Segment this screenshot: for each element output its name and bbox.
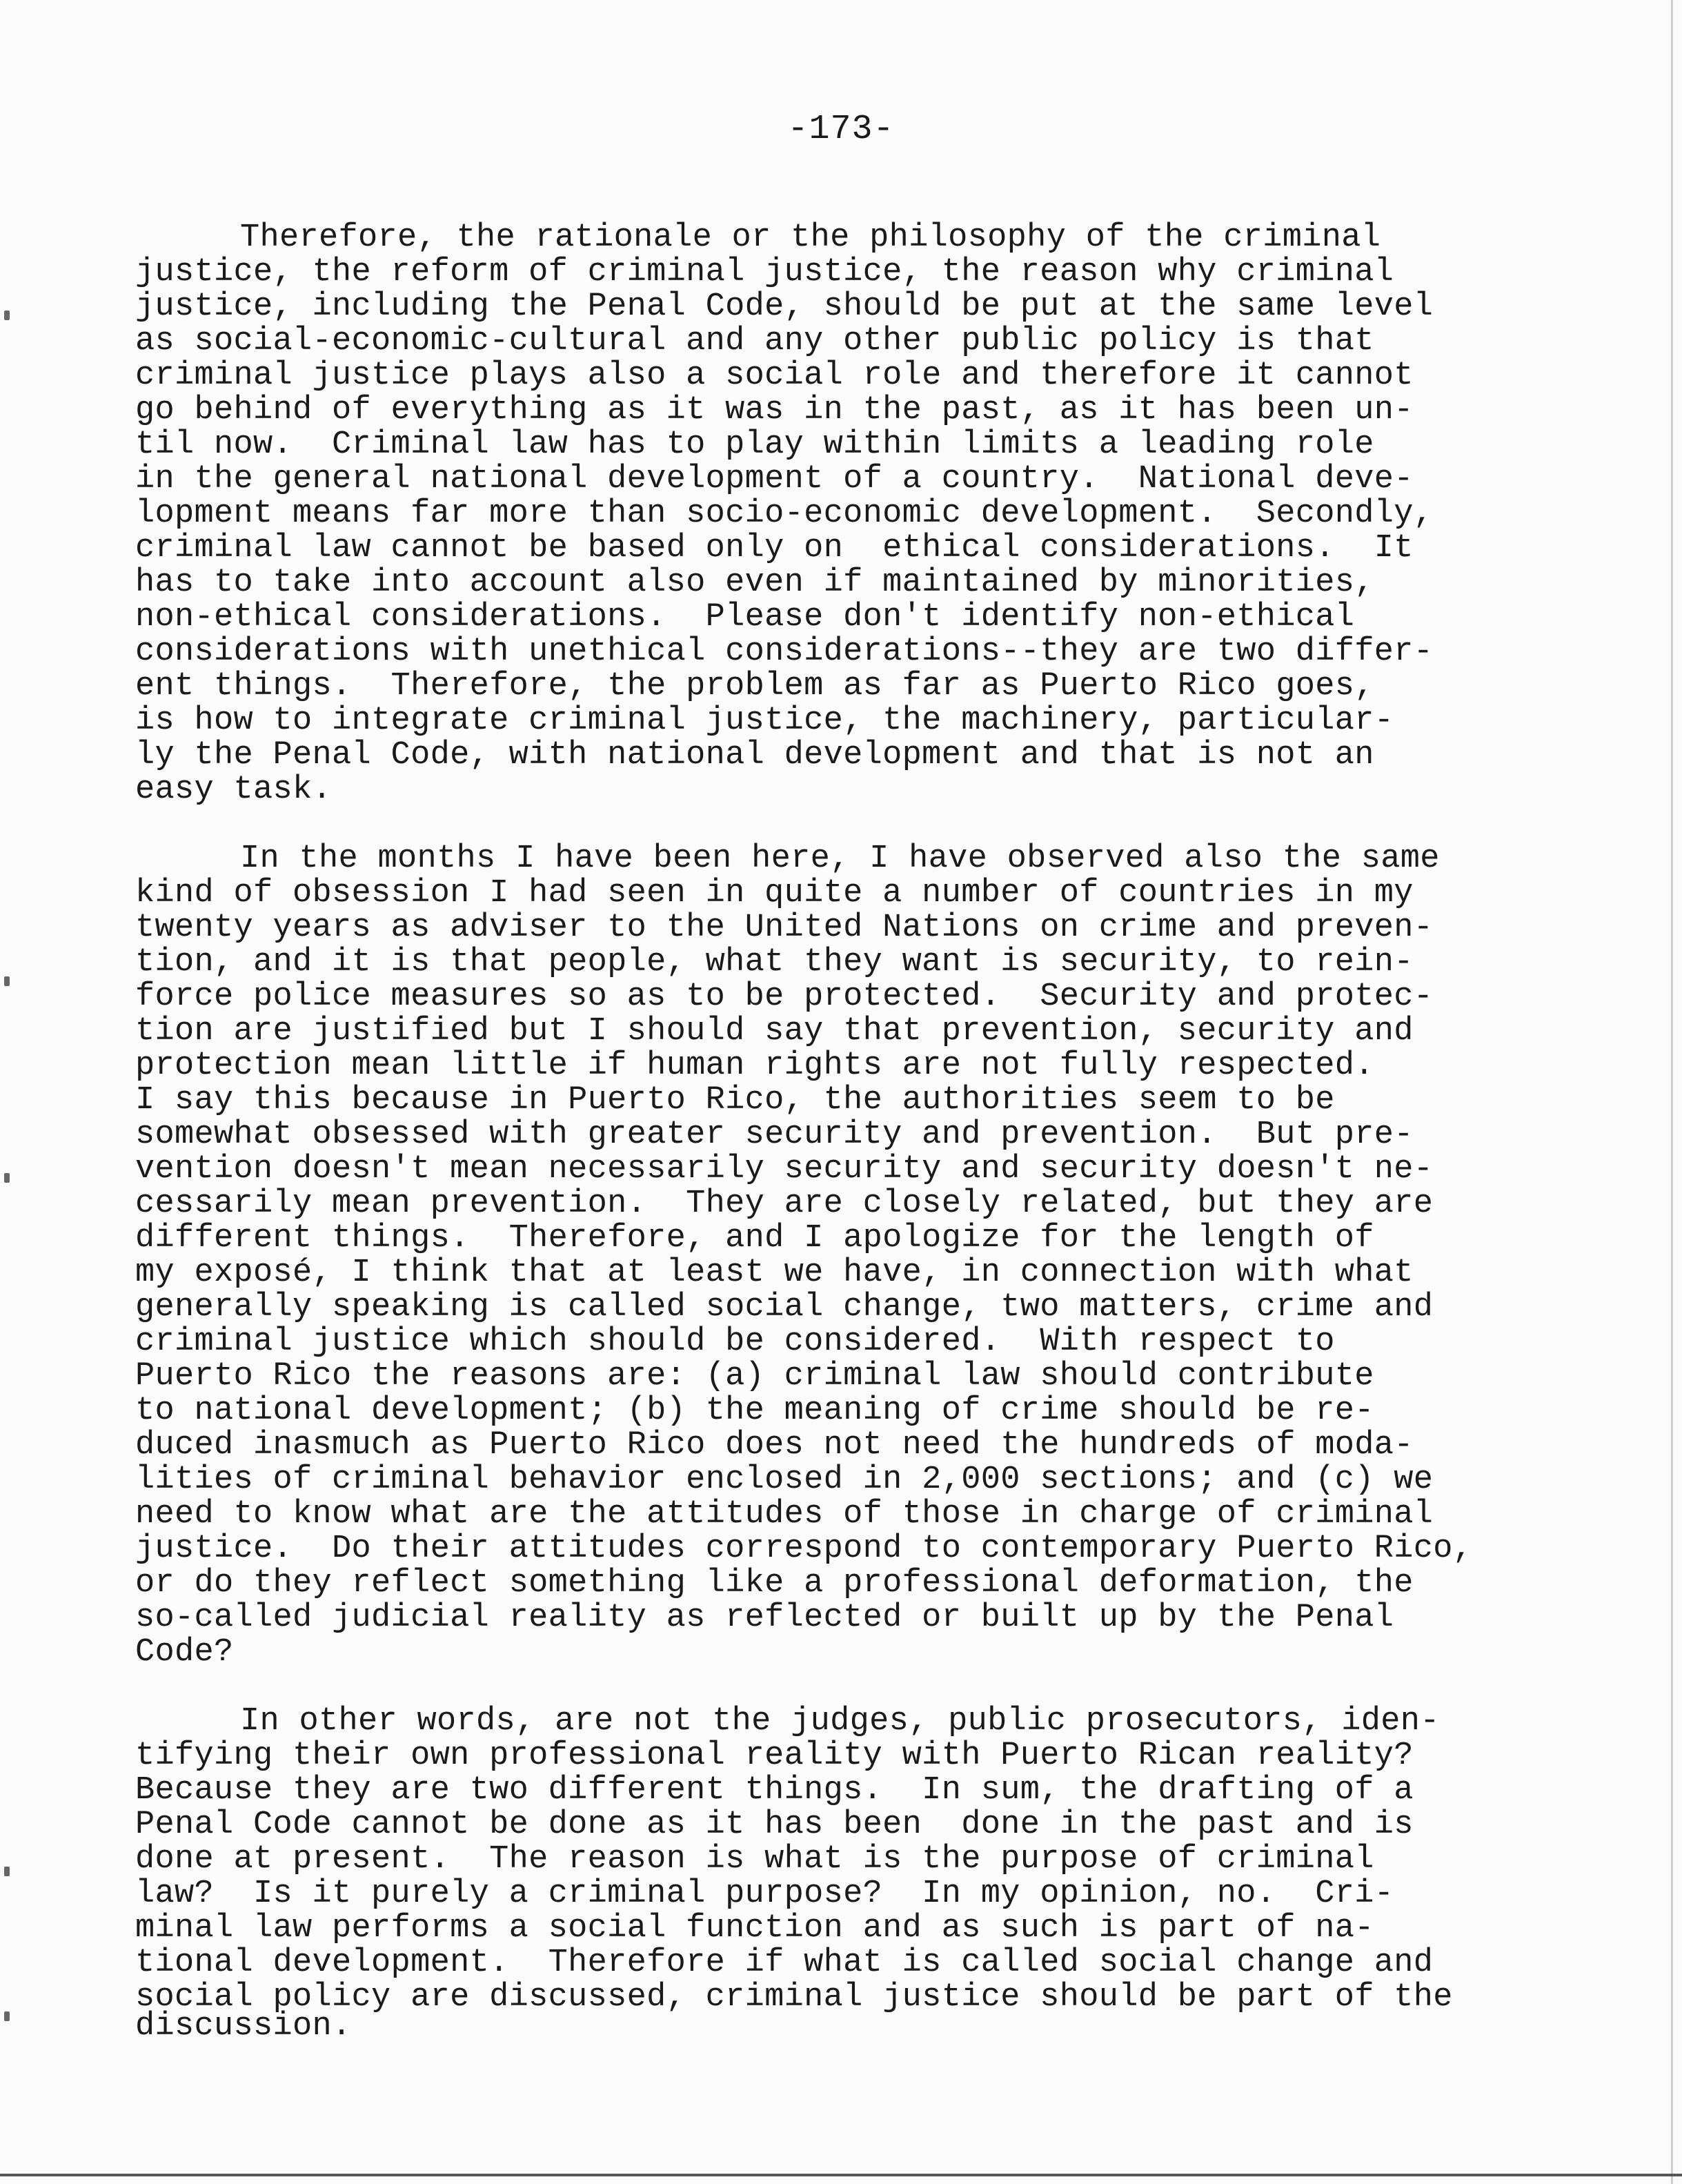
text-line: criminal law cannot be based only on ethical considerations. It (135, 530, 1414, 567)
text-line: justice, including the Penal Code, should be put at the same level (135, 288, 1434, 325)
text-line: tional development. Therefore if what is called social change and (135, 1945, 1434, 1981)
text-line: Penal Code cannot be done as it has been done in the past and is (135, 1807, 1414, 1843)
text-line: non-ethical considerations. Please don't identify non-ethical (135, 599, 1355, 636)
page-number: -173- (787, 110, 895, 149)
text-line: discussion. (135, 2008, 352, 2045)
text-line: tifying their own professional reality with Puerto Rican reality? (135, 1738, 1414, 1774)
text-line: duced inasmuch as Puerto Rico does not need the hundreds of moda- (135, 1427, 1414, 1464)
text-line: so-called judicial reality as reflected or built up by the Penal (135, 1600, 1394, 1636)
text-line: protection mean little if human rights are not fully respected. (135, 1047, 1374, 1084)
text-line: kind of obsession I had seen in quite a number of countries in my (135, 875, 1414, 912)
text-line: justice, the reform of criminal justice, the reason why criminal (135, 254, 1394, 291)
margin-mark (4, 1173, 10, 1183)
text-line: In the months I have been here, I have observed also the same (240, 840, 1440, 877)
text-line: different things. Therefore, and I apologize for the length of (135, 1220, 1374, 1257)
text-line: til now. Criminal law has to play within limits a leading role (135, 426, 1374, 463)
text-line: criminal justice which should be considered. With respect to (135, 1324, 1335, 1360)
text-line: criminal justice plays also a social role and therefore it cannot (135, 357, 1414, 394)
text-line: lities of criminal behavior enclosed in 2,000 sections; and (c) we (135, 1462, 1434, 1498)
page-bottom-edge (0, 2174, 1682, 2176)
text-line: In other words, are not the judges, public prosecutors, iden- (240, 1703, 1440, 1740)
text-line: social policy are discussed, criminal justice should be part of the (135, 1979, 1453, 2016)
text-line: justice. Do their attitudes correspond to contemporary Puerto Rico, (135, 1531, 1473, 1567)
text-line: tion, and it is that people, what they want is security, to rein- (135, 944, 1414, 981)
text-line: easy task. (135, 771, 333, 808)
text-line: twenty years as adviser to the United Nations on crime and preven- (135, 909, 1434, 946)
text-line: to national development; (b) the meaning of crime should be re- (135, 1393, 1374, 1429)
text-line: Therefore, the rationale or the philosophy of the criminal (240, 219, 1381, 256)
text-line: go behind of everything as it was in the past, as it has been un- (135, 392, 1414, 429)
text-line: as social-economic-cultural and any other public policy is that (135, 323, 1374, 360)
text-line: Code? (135, 1634, 234, 1671)
text-line: law? Is it purely a criminal purpose? In my opinion, no. Cri- (135, 1876, 1394, 1912)
text-line: ent things. Therefore, the problem as far as Puerto Rico goes, (135, 668, 1374, 705)
margin-mark (4, 1867, 10, 1876)
text-line: I say this because in Puerto Rico, the authorities seem to be (135, 1082, 1335, 1119)
text-line: Puerto Rico the reasons are: (a) criminal law should contribute (135, 1358, 1374, 1395)
text-line: ly the Penal Code, with national development and that is not an (135, 737, 1374, 774)
text-line: has to take into account also even if maintained by minorities, (135, 564, 1374, 601)
margin-mark (4, 2011, 10, 2021)
page-right-edge (1671, 0, 1673, 2184)
text-line: Because they are two different things. In sum, the drafting of a (135, 1772, 1414, 1809)
text-line: done at present. The reason is what is the purpose of criminal (135, 1841, 1374, 1878)
text-line: vention doesn't mean necessarily security and security doesn't ne- (135, 1151, 1434, 1188)
text-line: or do they reflect something like a professional deformation, the (135, 1565, 1414, 1602)
text-line: considerations with unethical considerations--they are two differ- (135, 633, 1434, 670)
text-line: my exposé, I think that at least we have, in connection with what (135, 1255, 1414, 1291)
text-line: generally speaking is called social change, two matters, crime and (135, 1289, 1434, 1326)
text-line: is how to integrate criminal justice, the machinery, particular- (135, 702, 1394, 739)
text-line: force police measures so as to be protected. Security and protec- (135, 978, 1434, 1015)
text-line: lopment means far more than socio-economic development. Secondly, (135, 495, 1434, 532)
margin-mark (4, 311, 10, 320)
text-line: tion are justified but I should say that prevention, security and (135, 1013, 1414, 1050)
text-line: cessarily mean prevention. They are closely related, but they are (135, 1186, 1434, 1222)
margin-mark (4, 976, 10, 986)
text-line: minal law performs a social function and as such is part of na- (135, 1910, 1374, 1947)
text-line: need to know what are the attitudes of those in charge of criminal (135, 1496, 1434, 1533)
text-line: somewhat obsessed with greater security and prevention. But pre- (135, 1116, 1414, 1153)
text-line: in the general national development of a country. National deve- (135, 461, 1414, 498)
